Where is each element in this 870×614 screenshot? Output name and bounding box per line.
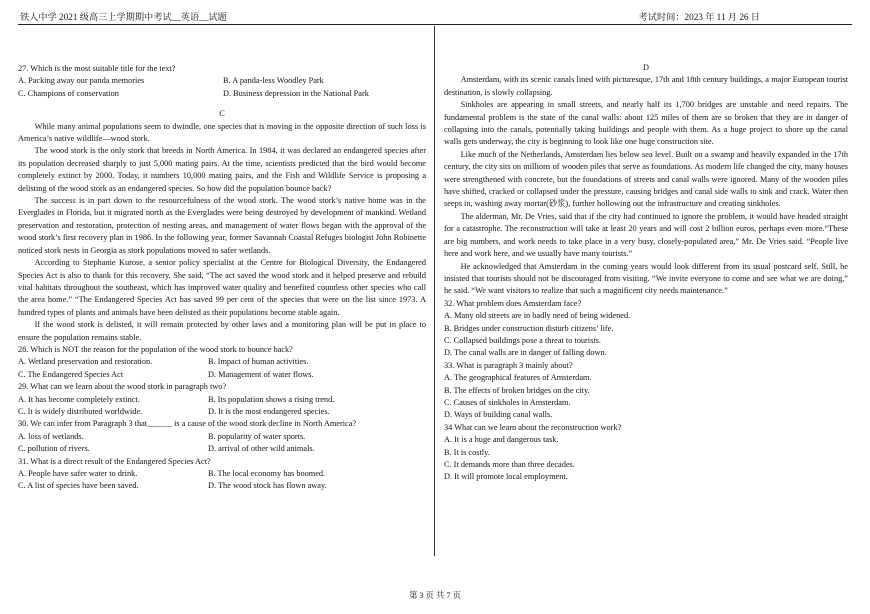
question-27-option-a: A. Packing away our panda memories [18, 76, 145, 86]
passage-d-paragraph-4: The alderman, Mr. De Vries, said that if the city had continued to ignore the problem, it would have headed straight for a catastrophe. The reconstruction will take at least 20 years and will cost 2 billion euros, perhaps even more.“These are big numbers, and work needs to take place in a very busy, closely-populated area,” Mr. De Vries said. “People live here and work here, and we usually have many tourists.” [444, 211, 848, 259]
question-28-options-row1 [18, 356, 426, 368]
question-31-option-b: B. The local economy has boomed. [208, 469, 326, 478]
question-30-options-row1 [18, 431, 426, 443]
passage-d-paragraph-2: Sinkholes are appearing in small streets, and nearly half its 1,700 bridges are unstable and need repairs. The fundamental problem is the state of the canal walls: about 125 miles of them are so broken that they are in danger of collapsing into the canals, potentially taking buildings and people with them. As a huge project to shore up the canal walls gets underway, the city is beginning to look like one huge construction site. [444, 100, 848, 147]
section-heading-d: D [643, 63, 649, 72]
question-27-options-row1 [18, 75, 426, 87]
question-32-option-a: A. Many old streets are in badly need of being widened. [444, 311, 631, 321]
question-31-stem: 31. What is a direct result of the Endangered Species Act? [18, 456, 211, 466]
question-29-option-a: A. It has become completely extinct. [18, 394, 140, 404]
question-34-option-a: A. It is a huge and dangerous task. [444, 435, 559, 445]
question-33-option-b: B. The effects of broken bridges on the city. [444, 385, 590, 395]
question-31-option-a: A. People have safer water to drink. [18, 469, 138, 478]
question-34-option-b: B. It is costly. [444, 447, 490, 457]
question-32-option-b: B. Bridges under construction disturb citizens’ life. [444, 323, 614, 333]
question-32-option-d: D. The canal walls are in danger of falling down. [444, 348, 607, 358]
exam-header-title: 铁人中学 2021 级高三上学期期中考试__英语__试题 [20, 12, 227, 22]
right-column [444, 62, 848, 484]
question-28-option-a: A. Wetland preservation and restoration. [18, 357, 153, 367]
question-33-option-d: D. Ways of building canal walls. [444, 410, 553, 420]
question-29-stem: 29. What can we learn about the wood stork in paragraph two? [18, 382, 227, 392]
page-number: 第 3 页 共 7 页 [409, 591, 461, 600]
passage-c-paragraph-4: According to Stephanie Kurose, a senior policy specialist at the Centre for Biological Diversity, the Endangered Species Act is also to thank for this recovery. She said, “The act saved the wood stork and it helped preserve and rebuild vital habitats throughout the southeast, which has improved water quality and benefited countless other species who call the area home.” “The Endangered Species Act has saved 99 per cent of the species that were on the list since 1973. A hundred types of plants and animals have been delisted as their populations become stable again. [18, 258, 426, 317]
question-31-option-d: D. The wood stock has flown away. [208, 481, 327, 491]
question-34-stem: 34 What can we learn about the reconstruction work? [444, 422, 622, 432]
question-28-options-row2 [18, 369, 426, 381]
question-30-option-d: D. arrival of other wild animals. [208, 444, 315, 454]
question-28-option-b: B. Impact of human activities. [208, 357, 309, 367]
question-30-option-b: B. popularity of water sports. [208, 431, 306, 441]
passage-c-paragraph-1: While many animal populations seem to dwindle, one species that is moving in the opposite direction of such loss is America’s native wildlife—wood stork. [18, 121, 426, 144]
question-33-stem: 33. What is paragraph 3 mainly about? [444, 360, 573, 370]
question-27-option-c: C. Champions of conservation [18, 88, 119, 98]
question-27-option-d: D. Business depression in the National Park [223, 88, 369, 98]
exam-date: 考试时间：2023 年 11 月 26 日 [638, 12, 760, 22]
question-27-stem: 27. Which is the most suitable title for the text? [18, 64, 176, 73]
passage-d-paragraph-3: Like much of the Netherlands, Amsterdam lies below sea level. Built on a swamp and heavily expanded in the 17th century, the city sits on millions of wooden piles that serve as foundations. As modern life changed the city, many houses were strengthened with concrete, but the foundations of streets and canal walls were ignored. Many of the wooden piles have shifted, cracked or collapsed under the pressure, causing bridges and canal side walls to sink and crack. Water then seeps in, washing away mortar(砂浆), further hollowing out the infrastructure and creating sinkholes. [444, 149, 848, 209]
passage-d-paragraph-1: Amsterdam, with its scenic canals lined with picturesque, 17th and 18th century buildings, a major European tourist destination, is slowly collapsing. [444, 75, 848, 97]
question-29-options-row2 [18, 406, 426, 418]
question-30-option-a: A. loss of wetlands. [18, 431, 84, 441]
question-32-stem: 32. What problem does Amsterdam face? [444, 298, 582, 308]
question-29-option-b: B. Its population shows a rising trend. [208, 394, 335, 404]
passage-c-paragraph-3: The success is in part down to the resourcefulness of the wood stork. The wood stork’s native home was in the Everglades in Florida, but it migrated north as the Everglades were being destroyed by development of mankind. Wetland preservation and restoration, protection of nesting areas, and management of water flows began with the approval of the wood stork’s first recovery plan in 1986. In the following year, former Savannah Coastal Refuges biologist John Robinette noticed stork nests in Georgia as stork populations moved to safer wetlands. [18, 196, 426, 255]
question-32-option-c: C. Collapsed buildings pose a threat to tourists. [444, 335, 601, 345]
question-30-options-row2 [18, 443, 426, 455]
question-34-option-d: D. It will promote local employment. [444, 472, 568, 482]
question-29-option-d: D. It is the most endangered species. [208, 406, 330, 416]
question-28-stem: 28. Which is NOT the reason for the population of the wood stork to bounce back? [18, 344, 293, 354]
section-heading-c: C [219, 109, 225, 119]
question-27-option-b: B. A panda-less Woodley Park [223, 76, 324, 86]
question-28-option-d: D. Management of water flows. [208, 369, 314, 379]
question-31-option-c: C. A list of species have been saved. [18, 481, 139, 491]
header-divider [18, 24, 852, 25]
question-31-options-row1 [18, 468, 426, 480]
question-34-option-c: C. It demands more than three decades. [444, 460, 575, 469]
question-31-options-row2 [18, 480, 426, 492]
passage-c-paragraph-2: The wood stork is the only stork that breeds in North America. In 1984, it was declared an endangered species after its population decreased sharply to just 5,000 mating pairs. At the time, scientists predicted that the bird would become completely extinct by 2000. Today, it numbers 10,000 mating pairs, and the Fish and Wildlife Service is proposing a delisting of the wood stork as an endangered species. So how did the population bounce back? [18, 146, 426, 193]
passage-c-paragraph-5: If the wood stork is delisted, it will remain protected by other laws and a monitoring plan will be put in place to ensure the population remains stable. [18, 320, 426, 342]
question-30-stem: 30. We can infer from Paragraph 3 that______ is a cause of the wood stork decline in North America? [18, 419, 357, 429]
question-33-option-c: C. Causes of sinkholes in Amsterdam. [444, 397, 571, 407]
question-29-option-c: C. It is widely distributed worldwide. [18, 406, 143, 416]
question-28-option-c: C. The Endangered Species Act [18, 369, 124, 379]
column-divider [434, 26, 435, 556]
question-29-options-row1 [18, 394, 426, 406]
question-30-option-c: C. pollution of rivers. [18, 444, 90, 454]
left-column [18, 63, 426, 493]
question-27-options-row2 [18, 88, 426, 100]
question-33-option-a: A. The geographical features of Amsterdam. [444, 373, 592, 383]
passage-d-paragraph-5: He acknowledged that Amsterdam in the coming years would look different from its usual postcard self. Still, he insisted that tourists should not be discouraged from visiting. “We invite everyone to come and see what we are doing,” he said. “We want visitors to realize that such a magnificent city needs maintenance.” [444, 261, 848, 296]
